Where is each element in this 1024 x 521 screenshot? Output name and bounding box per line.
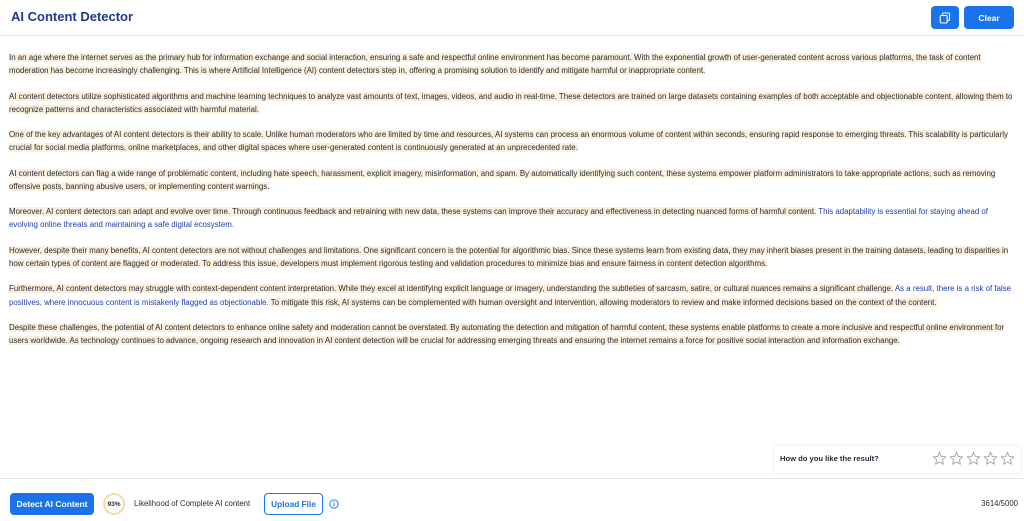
character-count: 3614/5000 bbox=[981, 499, 1018, 508]
star-outline-icon[interactable] bbox=[949, 451, 964, 466]
text-paragraph bbox=[9, 282, 1013, 308]
likelihood-label: Likelihood of Complete AI content bbox=[134, 499, 251, 508]
upload-file-button[interactable]: Upload File bbox=[264, 493, 323, 515]
text-paragraph bbox=[9, 244, 1013, 270]
star-outline-icon[interactable] bbox=[1000, 451, 1015, 466]
ai-highlighted-text: Furthermore, AI content detectors may struggle with context-dependent content interpretation. While they excel at identifying explicit language or imagery, understanding the subtleties of sarcasm, satire, or cultural nuances remains a significant challenge. bbox=[9, 284, 894, 294]
rating-label: How do you like the result? bbox=[780, 454, 879, 463]
copy-button[interactable] bbox=[931, 6, 959, 29]
ai-highlighted-text: To mitigate this risk, AI systems can be complemented with human oversight and intervention, allowing moderators to review and make informed decisions based on the context of the content. bbox=[268, 297, 937, 307]
ai-highlighted-text: Moreover, AI content detectors can adapt and evolve over time. Through continuous feedback and retraining with new data, these systems can improve their accuracy and effectiveness in detecting nuanced forms of harmful content. bbox=[9, 207, 817, 217]
text-paragraph bbox=[9, 90, 1013, 116]
ai-highlighted-text: One of the key advantages of AI content detectors is their ability to scale. Unlike human moderators who are limited by time and resources, AI systems can process an enormous volume of content within seconds, ensuring rapid response to emerging threats. This scalability is particularly crucial for social media platforms, online marketplaces, and other digital spaces where user-generated content is continuously generated at an unprecedented rate. bbox=[9, 130, 1008, 153]
info-icon[interactable] bbox=[329, 499, 339, 509]
star-rating bbox=[932, 451, 1015, 466]
ai-percentage-badge: 93% bbox=[103, 493, 125, 515]
rating-panel bbox=[774, 446, 1020, 473]
copy-icon bbox=[939, 12, 951, 24]
ai-highlighted-text: AI content detectors can flag a wide range of problematic content, including hate speech, harassment, explicit imagery, misinformation, and spam. By automatically identifying such content, these systems empower platform administrators to take appropriate actions, such as removing offensive posts, banning abusive users, or implementing content warnings. bbox=[9, 168, 996, 191]
star-outline-icon[interactable] bbox=[966, 451, 981, 466]
human-text: This adaptability is essential for staying ahead of evolving online threats and maintaining a safe digital ecosystem. bbox=[9, 207, 988, 230]
text-paragraph bbox=[9, 205, 1013, 231]
star-outline-icon[interactable] bbox=[983, 451, 998, 466]
human-text: As a result, there is a risk of false positives, where innocuous content is mistakenly flagged as objectionable. bbox=[9, 284, 1012, 307]
ai-highlighted-text: In an age where the internet serves as the primary hub for information exchange and social interaction, ensuring a safe and respectful online environment has become paramount. With the exponential growth of user-generated content across various platforms, the task of content moderation has become increasingly challenging. This is where Artificial Intelligence (AI) content detectors step in, offering a promising solution to identify and mitigate harmful or inappropriate content. bbox=[9, 53, 981, 76]
header bbox=[0, 0, 1024, 36]
ai-highlighted-text: However, despite their many benefits, AI content detectors are not without challenges and limitations. One significant concern is the potential for algorithmic bias. Since these systems learn from existing data, they may inherit biases present in the training datasets, leading to disparities in how certain types of content are flagged or moderated. To address this issue, developers must implement rigorous testing and validation procedures to minimize bias and ensure fairness in content detection algorithms. bbox=[9, 245, 1009, 268]
ai-highlighted-text: Despite these challenges, the potential of AI content detectors to enhance online safety and moderation cannot be overstated. By automating the detection and mitigation of harmful content, these systems enable platforms to create a more inclusive and respectful online environment for users worldwide. As technology continues to advance, ongoing research and innovation in AI content detection will be crucial for addressing emerging threats and ensuring the internet remains a force for positive social interaction and information exchange. bbox=[9, 323, 1005, 346]
page-title: AI Content Detector bbox=[11, 9, 134, 24]
text-paragraph bbox=[9, 128, 1013, 154]
ai-highlighted-text: AI content detectors utilize sophisticated algorithms and machine learning techniques to analyze vast amounts of text, images, videos, and audio in real-time. These detectors are trained on large datasets containing examples of both acceptable and objectionable content, allowing them to recognize patterns and characteristics associated with harmful material. bbox=[9, 91, 1013, 114]
text-paragraph bbox=[9, 321, 1013, 347]
clear-button[interactable]: Clear bbox=[964, 6, 1014, 29]
text-paragraph bbox=[9, 51, 1013, 77]
analyzed-text-area[interactable] bbox=[9, 51, 1013, 360]
text-paragraph bbox=[9, 167, 1013, 193]
star-outline-icon[interactable] bbox=[932, 451, 947, 466]
footer-toolbar bbox=[0, 478, 1024, 521]
detect-ai-content-button[interactable]: Detect AI Content bbox=[10, 493, 94, 515]
